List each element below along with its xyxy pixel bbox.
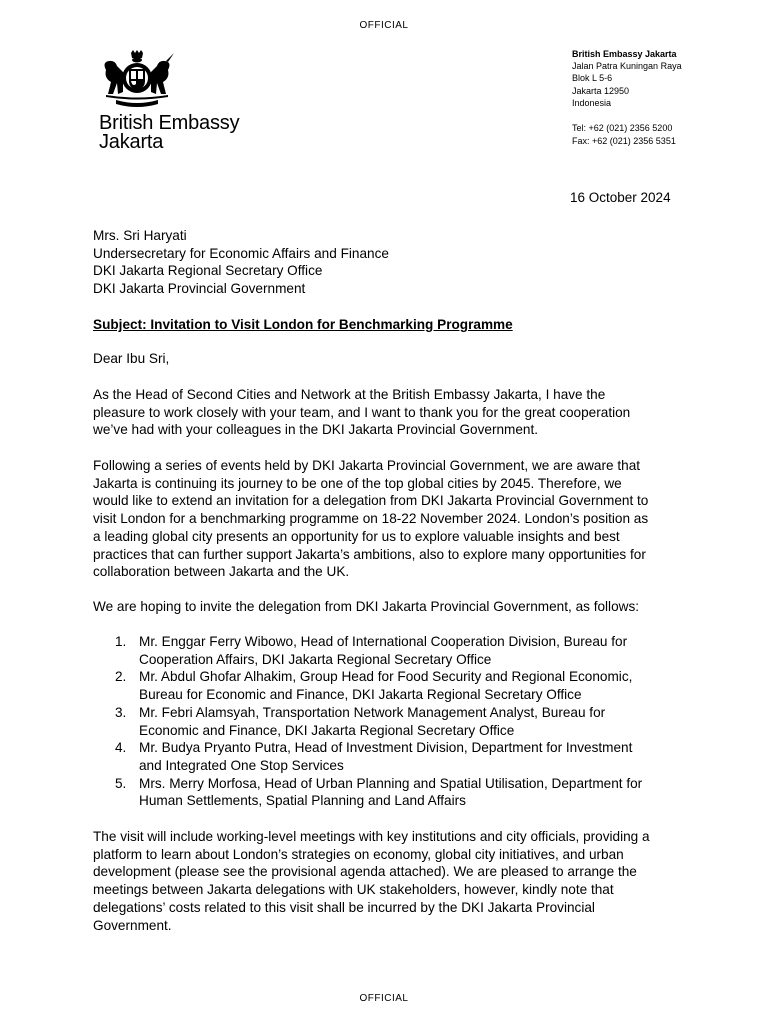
- recipient-name: Mrs. Sri Haryati: [93, 228, 187, 243]
- sender-address-block: [572, 48, 682, 109]
- list-item-line: Cooperation Affairs, DKI Jakarta Regional Secretary Office: [139, 651, 492, 667]
- list-item-line: Human Settlements, Spatial Planning and Land Affairs: [139, 793, 466, 809]
- paragraph-line: collaboration between Jakarta and the UK.: [93, 564, 350, 580]
- list-item-line: Mr. Enggar Ferry Wibowo, Head of International Cooperation Division, Bureau for: [139, 634, 628, 649]
- protective-marking-top: OFFICIAL: [359, 20, 409, 31]
- paragraph-line: meetings between Jakarta delegations with UK stakeholders, however, kindly note that: [93, 882, 614, 898]
- list-item-line: Mr. Budya Pryanto Putra, Head of Investment Division, Department for Investment: [139, 740, 633, 756]
- address-block: Blok L 5-6: [572, 73, 613, 84]
- address-fax: Fax: +62 (021) 2356 5351: [572, 135, 676, 146]
- list-item-line: Economic and Finance, DKI Jakarta Regional Secretary Office: [139, 722, 515, 738]
- address-street: Jalan Patra Kuningan Raya: [572, 61, 682, 72]
- list-item-number: 2.: [115, 669, 127, 685]
- list-item: [93, 704, 683, 739]
- paragraph-line: platform to learn about London’s strategies on economy, global city initiatives, and urban: [93, 846, 624, 862]
- letterhead-name-line1: British Embassy: [99, 112, 240, 134]
- recipient-office: DKI Jakarta Regional Secretary Office: [93, 263, 323, 279]
- list-item-number: 3.: [115, 704, 127, 720]
- recipient-government: DKI Jakarta Provincial Government: [93, 281, 306, 297]
- letterhead-embassy-name: [99, 114, 239, 152]
- paragraph-line: development (please see the provisional agenda attached). We are pleased to arrange the: [93, 864, 637, 880]
- list-item: [93, 633, 683, 668]
- list-item-number: 4.: [115, 740, 127, 756]
- letter-subject: Subject: Invitation to Visit London for Benchmarking Programme: [93, 317, 513, 332]
- list-item-number: 5.: [115, 775, 127, 791]
- paragraph-introduction: [93, 386, 683, 439]
- recipient-block: [93, 227, 683, 298]
- paragraph-line: Government.: [93, 917, 172, 933]
- paragraph-invitation: [93, 457, 683, 581]
- recipient-title: Undersecretary for Economic Affairs and Finance: [93, 245, 389, 261]
- royal-coat-of-arms-icon: [96, 50, 178, 108]
- paragraph-line: delegations’ costs related to this visit shall be incurred by the DKI Jakarta Provincial: [93, 899, 595, 915]
- paragraph-line: pleasure to work closely with your team, and I want to thank you for the great cooperation: [93, 404, 631, 420]
- list-item: [93, 668, 683, 703]
- list-item-number: 1.: [115, 634, 127, 649]
- address-city: Jakarta 12950: [572, 85, 630, 96]
- paragraph-line: would like to extend an invitation for a delegation from DKI Jakarta Provincial Government to: [93, 493, 649, 509]
- address-country: Indonesia: [572, 97, 612, 108]
- delegation-list-intro: We are hoping to invite the delegation from DKI Jakarta Provincial Government, as follows:: [93, 599, 640, 614]
- paragraph-line: we’ve had with your colleagues in the DKI Jakarta Provincial Government.: [93, 422, 539, 438]
- letter-salutation: Dear Ibu Sri,: [93, 351, 170, 366]
- paragraph-visit-details: [93, 828, 683, 934]
- paragraph-line: visit London for a benchmarking programme on 18-22 November 2024. London’s position as: [93, 511, 649, 527]
- paragraph-line: Following a series of events held by DKI Jakarta Provincial Government, we are aware that: [93, 458, 641, 473]
- address-tel: Tel: +62 (021) 2356 5200: [572, 123, 673, 133]
- delegation-list: [93, 633, 683, 810]
- list-item-line: and Integrated One Stop Services: [139, 757, 344, 773]
- list-item-line: Mr. Febri Alamsyah, Transportation Network Management Analyst, Bureau for: [139, 704, 606, 720]
- protective-marking-bottom: OFFICIAL: [359, 993, 409, 1004]
- paragraph-line: Jakarta is continuing its journey to be one of the top global cities by 2045. Therefore, we: [93, 475, 622, 491]
- list-item: [93, 739, 683, 774]
- paragraph-line: The visit will include working-level meetings with key institutions and city officials, providing a: [93, 829, 650, 844]
- address-org: British Embassy Jakarta: [572, 49, 677, 59]
- list-item-line: Bureau for Economic and Finance, DKI Jakarta Regional Secretary Office: [139, 687, 582, 703]
- paragraph-line: a leading global city presents an opportunity for us to explore valuable insights and best: [93, 528, 620, 544]
- list-item-line: Mrs. Merry Morfosa, Head of Urban Planning and Spatial Utilisation, Department for: [139, 775, 643, 791]
- list-item: [93, 775, 683, 810]
- paragraph-line: As the Head of Second Cities and Network at the British Embassy Jakarta, I have the: [93, 387, 606, 402]
- list-item-line: Mr. Abdul Ghofar Alhakim, Group Head for Food Security and Regional Economic,: [139, 669, 633, 685]
- letter-date: 16 October 2024: [570, 190, 671, 205]
- sender-contacts-block: [572, 122, 676, 147]
- letterhead-name-line2: Jakarta: [99, 131, 164, 153]
- paragraph-line: practices that can further support Jakarta’s ambitions, also to explore many opportunities for: [93, 546, 646, 562]
